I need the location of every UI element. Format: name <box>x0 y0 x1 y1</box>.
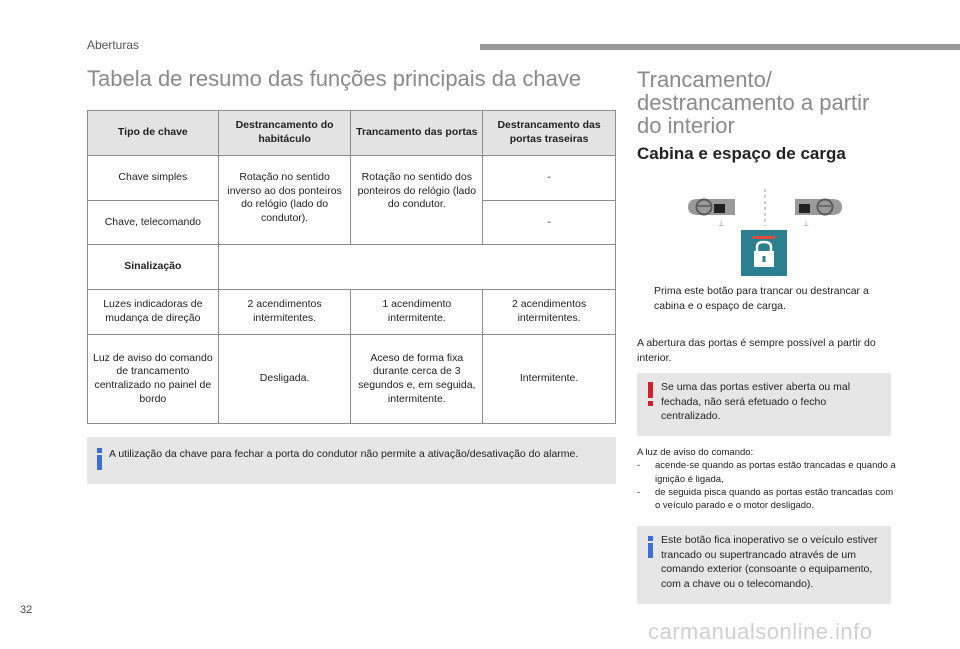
instruction-bullet <box>637 284 887 313</box>
alarm-info-text: A utilização da chave para fechar a porta do condutor não permite a ativação/desativação do alarme. <box>109 448 579 460</box>
cell-indicators-label: Luzes indicadoras de mudança de direção <box>88 290 219 335</box>
cell-door-lock-rotation: Rotação no sentido dos ponteiros do relógio (lado do condutor. <box>351 156 483 245</box>
header-key-type: Tipo de chave <box>88 111 219 156</box>
cell-indicators-lock: 1 acendimento intermitente. <box>351 290 483 335</box>
cell-lamp-label: Luz de aviso do comando de trancamento centralizado no painel de bordo <box>88 335 219 424</box>
cell-indicators-rear: 2 acendimentos intermitentes. <box>483 290 616 335</box>
section-subtitle: Cabina e espaço de carga <box>637 144 846 163</box>
inoperative-info-text: Este botão fica inoperativo se o veículo estiver trancado ou supertrancado através de um comando exterior (consoante o equipamento, com a chave ou o telecomando). <box>661 534 878 591</box>
svg-text:⊥: ⊥ <box>718 221 725 228</box>
page-number: 32 <box>20 604 33 616</box>
info-icon <box>95 448 109 470</box>
cell-rear-simple: - <box>483 156 616 201</box>
table-header-row <box>88 111 616 156</box>
cell-lamp-unlock: Desligada. <box>218 335 351 424</box>
cell-lamp-lock: Aceso de forma fixa durante cerca de 3 segundos e, em seguida, intermitente. <box>351 335 483 424</box>
info-icon <box>646 536 660 558</box>
door-handle-left-icon <box>688 199 735 228</box>
cell-lamp-rear: Intermitente. <box>483 335 616 424</box>
cell-rear-remote: - <box>483 201 616 245</box>
cell-key-simple: Chave simples <box>88 156 219 201</box>
warning-text: Se uma das portas estiver aberta ou mal fechada, não será efetuado o fecho centralizado. <box>661 381 851 423</box>
table-row <box>88 245 616 290</box>
header-cab-unlock: Destrancamento do habitáculo <box>218 111 351 156</box>
lamp-item-text: de seguida pisca quando as portas estão trancadas com o veículo parado e o motor desligado. <box>655 486 894 512</box>
door-handle-right-icon <box>795 199 842 228</box>
cell-signal-empty <box>218 245 615 290</box>
lamp-item-text: acende-se quando as portas estão trancadas e quando a ignição é ligada, <box>655 460 896 485</box>
cell-cab-unlock-rotation: Rotação no sentido inverso ao dos ponteiros do relógio (lado do condutor). <box>218 156 351 245</box>
cell-signal-label: Sinalização <box>88 245 219 290</box>
table-row <box>88 335 616 424</box>
list-dash: - <box>637 460 641 472</box>
section-title-line1: Trancamento/ <box>637 67 772 92</box>
key-functions-table <box>87 110 616 424</box>
list-dash: - <box>637 486 641 498</box>
warning-icon <box>646 382 656 408</box>
section-title-line2: destrancamento a partir <box>637 90 870 116</box>
header-door-lock: Trancamento das portas <box>351 111 483 156</box>
inoperative-info-note <box>637 526 891 604</box>
table-row <box>88 156 616 201</box>
cell-indicators-unlock: 2 acendimentos intermitentes. <box>218 290 351 335</box>
instruction-text: Prima este botão para trancar ou destrancar a cabina e o espaço de carga. <box>654 285 869 312</box>
watermark: carmanualsonline.info <box>648 619 873 644</box>
lamp-description <box>637 446 897 512</box>
header-bar <box>480 44 960 50</box>
cell-key-remote: Chave, telecomando <box>88 201 219 245</box>
central-locking-illustration <box>680 186 850 280</box>
lock-button-icon <box>741 230 787 276</box>
svg-text:⊥: ⊥ <box>803 221 810 228</box>
alarm-info-note <box>87 437 616 484</box>
section-label: Aberturas <box>87 38 140 52</box>
header-rear-unlock: Destrancamento das portas traseiras <box>483 111 616 156</box>
section-title <box>637 68 869 137</box>
lamp-intro: A luz de aviso do comando: <box>637 447 754 458</box>
list-item <box>637 459 897 486</box>
warning-note <box>637 373 891 436</box>
table-row <box>88 290 616 335</box>
doors-paragraph: A abertura das portas é sempre possível a partir do interior. <box>637 337 876 364</box>
section-title-line3: do interior <box>637 113 735 139</box>
page-title: Tabela de resumo das funções principais da chave <box>87 66 582 91</box>
list-item <box>637 486 897 513</box>
